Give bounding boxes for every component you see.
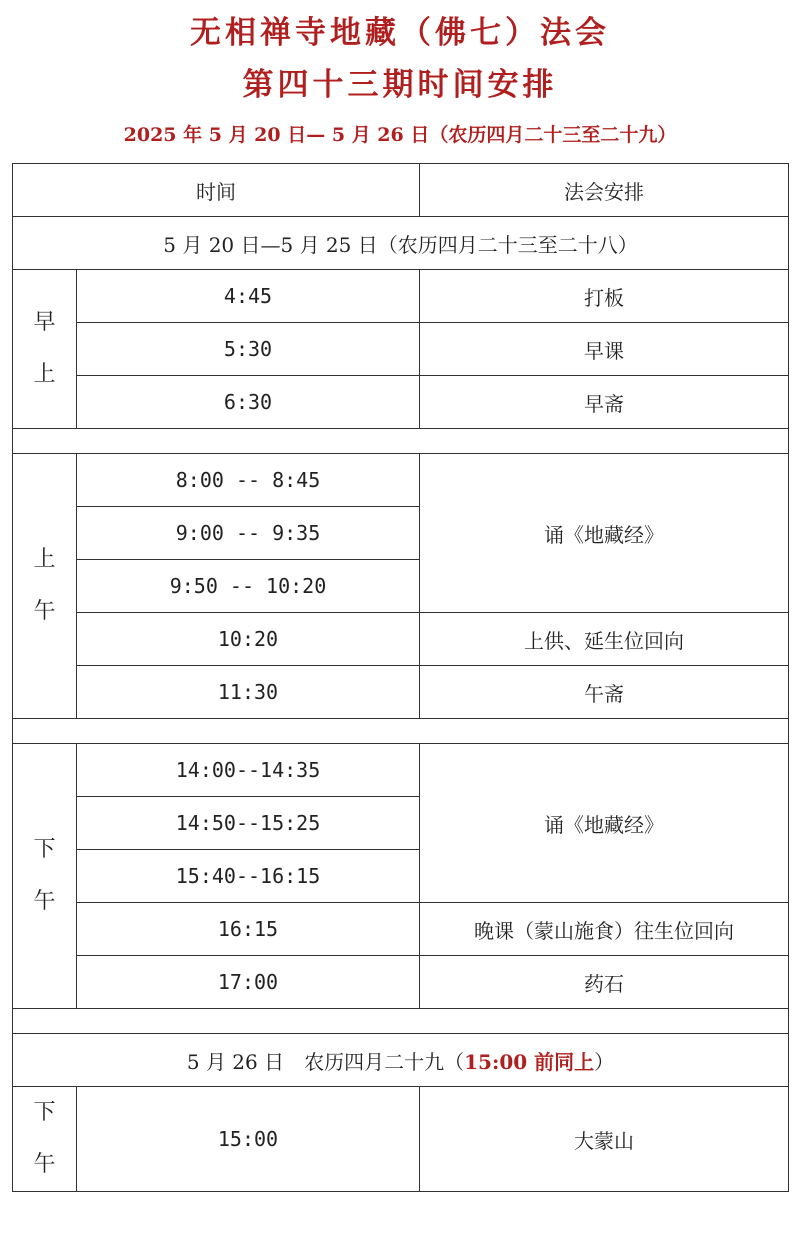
spacer-row [13, 429, 789, 454]
period-final-afternoon: 下 午 [13, 1087, 77, 1192]
time-cell: 15:40--16:15 [77, 850, 420, 903]
time-cell: 14:00--14:35 [77, 744, 420, 797]
table-row [13, 376, 789, 429]
table-row [13, 1087, 789, 1192]
schedule-table [12, 163, 789, 1192]
event-cell: 大蒙山 [420, 1087, 789, 1192]
time-cell: 15:00 [77, 1087, 420, 1192]
time-cell: 9:00 -- 9:35 [77, 507, 420, 560]
table-row [13, 903, 789, 956]
time-cell: 6:30 [77, 376, 420, 429]
table-row [13, 270, 789, 323]
event-cell: 上供、延生位回向 [420, 613, 789, 666]
event-cell: 打板 [420, 270, 789, 323]
event-cell: 午斋 [420, 666, 789, 719]
spacer-row [13, 719, 789, 744]
table-row [13, 666, 789, 719]
date-range: 2025 年 5 月 20 日— 5 月 26 日（农历四月二十三至二十九） [123, 124, 677, 146]
section-row [13, 217, 789, 270]
section-row [13, 1034, 789, 1087]
period-forenoon: 上 午 [13, 454, 77, 719]
column-header-time: 时间 [13, 164, 420, 217]
spacer-row [13, 1009, 789, 1034]
table-row [13, 613, 789, 666]
time-cell: 11:30 [77, 666, 420, 719]
time-cell: 17:00 [77, 956, 420, 1009]
time-cell: 10:20 [77, 613, 420, 666]
table-header-row [13, 164, 789, 217]
time-cell: 8:00 -- 8:45 [77, 454, 420, 507]
section1-label: 5 月 20 日—5 月 25 日（农历四月二十三至二十八） [13, 217, 789, 270]
time-cell: 4:45 [77, 270, 420, 323]
event-cell: 诵《地藏经》 [420, 744, 789, 903]
event-cell: 早斋 [420, 376, 789, 429]
time-cell: 16:15 [77, 903, 420, 956]
event-cell: 药石 [420, 956, 789, 1009]
highlight-note: 15:00 前同上 [464, 1049, 595, 1074]
table-row [13, 744, 789, 797]
time-cell: 5:30 [77, 323, 420, 376]
event-cell: 早课 [420, 323, 789, 376]
period-afternoon: 下 午 [13, 744, 77, 1009]
period-morning: 早 上 [13, 270, 77, 429]
table-row [13, 454, 789, 507]
page-title: 无相禅寺地藏（佛七）法会 [190, 15, 610, 51]
event-cell: 诵《地藏经》 [420, 454, 789, 613]
table-row [13, 956, 789, 1009]
column-header-schedule: 法会安排 [420, 164, 789, 217]
time-cell: 9:50 -- 10:20 [77, 560, 420, 613]
event-cell: 晚课（蒙山施食）往生位回向 [420, 903, 789, 956]
table-row [13, 323, 789, 376]
time-cell: 14:50--15:25 [77, 797, 420, 850]
section2-label: 5 月 26 日 农历四月二十九（15:00 前同上） [13, 1034, 789, 1087]
page-subtitle: 第四十三期时间安排 [242, 67, 558, 103]
